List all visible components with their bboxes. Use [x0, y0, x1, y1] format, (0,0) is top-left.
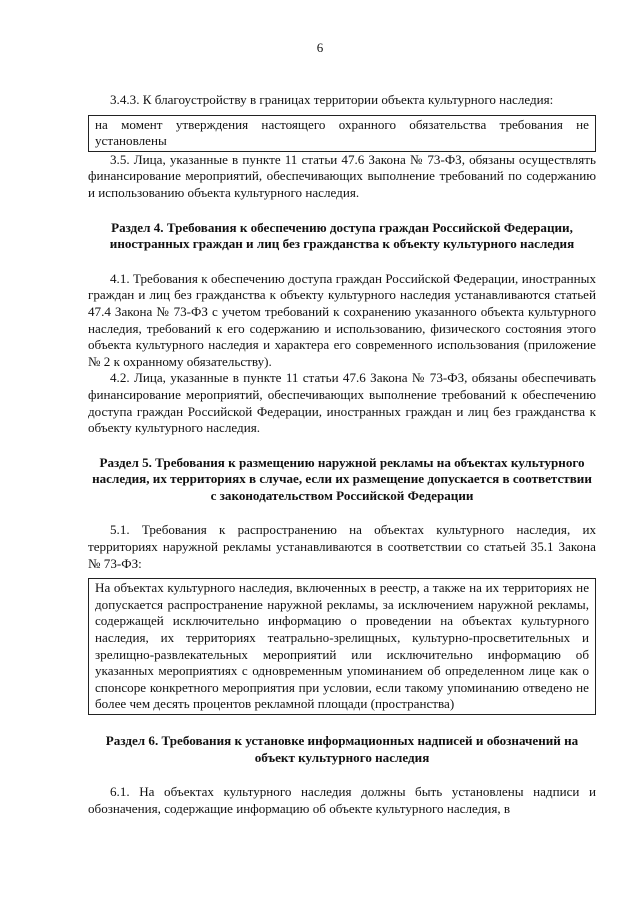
paragraph-3-4-3: 3.4.3. К благоустройству в границах территории объекта культурного наследия: — [110, 92, 554, 107]
section-4-heading: Раздел 4. Требования к обеспечению доступа граждан Российской Федерации, иностранных граждан и лиц без гражданства к объекту культурного наследия — [109, 219, 575, 252]
requirement-box-landscaping: на момент утверждения настоящего охранного обязательства требования не установлены — [88, 115, 596, 152]
document-body — [88, 92, 596, 817]
paragraph-6-1: 6.1. На объектах культурного наследия должны быть установлены надписи и обозначения, содержащие информацию об объекте культурного наследия, в — [88, 784, 596, 816]
paragraph-3-5: 3.5. Лица, указанные в пункте 11 статьи 47.6 Закона № 73-ФЗ, обязаны осуществлять финансирование мероприятий, обеспечивающих выполнение требований по содержанию и использованию объекта культурного наследия. — [88, 151, 596, 200]
paragraph-4-1: 4.1. Требования к обеспечению доступа граждан Российской Федерации, иностранных граждан и лиц без гражданства к объекту культурного наследия устанавливаются статьей 47.4 Закона № 73-ФЗ с учетом требований к сохранению указанного объекта культурного наследия, требований к его содержанию и использованию, физического состояния этого объекта культурного наследия и характера его современного использования (приложение № 2 к охранному обязательству). — [88, 270, 596, 369]
paragraph-4-2: 4.2. Лица, указанные в пункте 11 статьи 47.6 Закона № 73-ФЗ, обязаны обеспечивать финансирование мероприятий, обеспечивающих выполнение требований к обеспечению доступа граждан Российской Федерации, иностранных граждан и лиц без гражданства к объекту культурного наследия. — [88, 370, 596, 436]
section-6-heading: Раздел 6. Требования к установке информационных надписей и обозначений на объект культурного наследия — [105, 733, 579, 765]
page-number: 6 — [316, 40, 324, 55]
paragraph-5-1: 5.1. Требования к распространению на объектах культурного наследия, их территориях наружной рекламы устанавливаются в соответствии со статьей 35.1 Закона № 73-ФЗ: — [88, 522, 596, 571]
requirement-box-advertising: На объектах культурного наследия, включенных в реестр, а также на их территориях не допускается распространение наружной рекламы, за исключением наружной рекламы, содержащей исключительно информацию о проведении на объектах культурного наследия, их территориях театрально-зрелищных, культурно-просветительных и зрелищно-развлекательных мероприятий или исключительно информацию об указанных мероприятиях с одновременным упоминанием об определенном лице как о спонсоре конкретного мероприятия при условии, если такому упоминанию отведено не более чем десять процентов рекламной площади (пространства) — [88, 578, 596, 715]
section-5-heading: Раздел 5. Требования к размещению наружной рекламы на объектах культурного наследия, их территориях в случае, если их размещение допускается в соответствии с законодательством Российской Федерации — [92, 454, 592, 503]
